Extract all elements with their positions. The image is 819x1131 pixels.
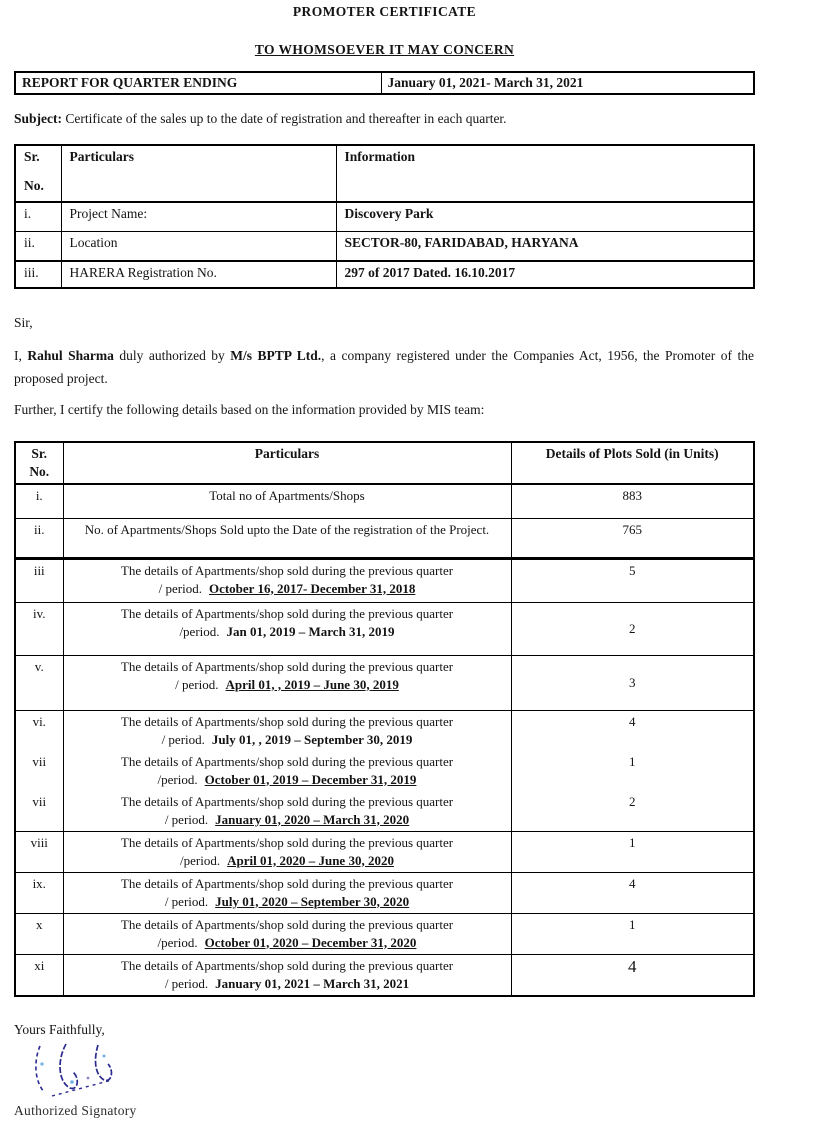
sr-cell: viii — [15, 831, 63, 872]
value-cell: 1 — [511, 913, 754, 954]
information-cell: Discovery Park — [336, 202, 754, 231]
particulars-cell: The details of Apartments/shop sold during the previous quarter /period. October 01, 2019 – December 31, 2019 — [63, 751, 511, 791]
sr-cell: vii — [15, 751, 63, 791]
signatory-label: Authorized Signatory — [14, 1102, 137, 1118]
value-cell: 883 — [511, 484, 754, 518]
particulars-cell: The details of Apartments/shop sold during the previous quarter /period. Jan 01, 2019 – March 31, 2019 — [63, 602, 511, 655]
period-range: October 16, 2017- December 31, 2018 — [208, 580, 416, 596]
table-row — [15, 872, 754, 913]
table-row — [15, 202, 754, 231]
table-row — [15, 261, 754, 288]
information-cell: SECTOR-80, FARIDABAD, HARYANA — [336, 231, 754, 261]
value-cell: 5 — [511, 558, 754, 602]
particulars-header: Particulars — [61, 145, 336, 202]
sales-table — [14, 441, 755, 997]
particulars-cell: The details of Apartments/shop sold during the previous quarter / period. January 01, 2020 – March 31, 2020 — [63, 791, 511, 832]
period-range: April 01, 2020 – June 30, 2020 — [227, 852, 394, 868]
sr-cell: iv. — [15, 602, 63, 655]
value-cell: 3 — [511, 655, 754, 710]
report-period-value: January 01, 2021- March 31, 2021 — [381, 72, 754, 94]
subject-line — [14, 111, 755, 127]
subtitle-text: TO WHOMSOEVER IT MAY CONCERN — [254, 42, 515, 57]
value-cell: 1 — [511, 831, 754, 872]
salutation: Sir, — [14, 315, 33, 330]
period-range: July 01, 2020 – September 30, 2020 — [215, 893, 410, 909]
sr-cell: x — [15, 913, 63, 954]
table-row — [15, 484, 754, 518]
information-header: Information — [336, 145, 754, 202]
table-row — [15, 831, 754, 872]
value-cell: 4 — [511, 710, 754, 751]
particulars-cell: The details of Apartments/shop sold during the previous quarter /period. October 01, 2020 – December 31, 2020 — [63, 913, 511, 954]
table-row — [15, 710, 754, 751]
sr-cell: vii — [15, 791, 63, 832]
table-row — [15, 602, 754, 655]
particulars-cell: HARERA Registration No. — [61, 261, 336, 288]
period-range: October 01, 2019 – December 31, 2019 — [204, 771, 417, 787]
value-cell: 2 — [511, 791, 754, 832]
table-row — [15, 791, 754, 832]
closing-line: Yours Faithfully, — [14, 1021, 105, 1037]
certify-paragraph: Further, I certify the following details based on the information provided by MIS team: — [14, 402, 485, 417]
table-row — [15, 913, 754, 954]
signature-scribble — [28, 1040, 138, 1102]
table-header-row — [15, 145, 754, 202]
sr-cell: iii — [15, 558, 63, 602]
promoter-name: Rahul Sharma — [27, 348, 114, 363]
particulars-cell: The details of Apartments/shop sold during the previous quarter / period. January 01, 2021 – March 31, 2021 — [63, 954, 511, 996]
report-period-table — [14, 71, 755, 95]
period-range: January 01, 2021 – March 31, 2021 — [215, 975, 410, 991]
value-cell: 2 — [511, 602, 754, 655]
period-range: October 01, 2020 – December 31, 2020 — [204, 934, 417, 950]
table-row — [15, 558, 754, 602]
period-range: April 01, , 2019 – June 30, 2019 — [225, 676, 399, 692]
particulars-cell: Location — [61, 231, 336, 261]
page-subtitle — [14, 42, 755, 58]
page-title: PROMOTER CERTIFICATE — [292, 4, 477, 19]
table-header-row — [15, 442, 754, 484]
sr-cell: ii. — [15, 231, 61, 261]
sr-cell: vi. — [15, 710, 63, 751]
signature-block — [28, 1040, 755, 1102]
sr-no-header: Sr. No. — [15, 145, 61, 202]
sr-no-header: Sr. No. — [15, 442, 63, 484]
value-cell: 4 — [511, 872, 754, 913]
particulars-cell: No. of Apartments/Shops Sold upto the Date of the registration of the Project. — [63, 518, 511, 558]
table-row — [15, 954, 754, 996]
period-range: Jan 01, 2019 – March 31, 2019 — [226, 623, 395, 639]
sr-cell: ix. — [15, 872, 63, 913]
details-header: Details of Plots Sold (in Units) — [511, 442, 754, 484]
particulars-cell: The details of Apartments/shop sold during the previous quarter /period. April 01, 2020 – June 30, 2020 — [63, 831, 511, 872]
project-info-table — [14, 144, 755, 289]
value-cell: 4 — [511, 954, 754, 996]
table-row — [15, 518, 754, 558]
table-row — [15, 231, 754, 261]
particulars-cell: The details of Apartments/shop sold during the previous quarter / period. October 16, 2017- December 31, 2018 — [63, 558, 511, 602]
company-name: M/s BPTP Ltd. — [230, 348, 322, 363]
sr-cell: i. — [15, 202, 61, 231]
sr-cell: i. — [15, 484, 63, 518]
particulars-header: Particulars — [63, 442, 511, 484]
particulars-cell: Total no of Apartments/Shops — [63, 484, 511, 518]
value-cell: 765 — [511, 518, 754, 558]
particulars-cell: Project Name: — [61, 202, 336, 231]
particulars-cell: The details of Apartments/shop sold during the previous quarter / period. April 01, , 2019 – June 30, 2019 — [63, 655, 511, 710]
sr-cell: iii. — [15, 261, 61, 288]
table-row — [15, 72, 754, 94]
period-range: January 01, 2020 – March 31, 2020 — [215, 811, 410, 827]
declaration-paragraph: I, Rahul Sharma duly authorized by M/s BPTP Ltd., a company registered under the Companies Act, 1956, the Promoter of the proposed project. — [14, 348, 754, 386]
sr-cell: v. — [15, 655, 63, 710]
particulars-cell: The details of Apartments/shop sold during the previous quarter / period. July 01, , 2019 – September 30, 2019 — [63, 710, 511, 751]
table-row — [15, 751, 754, 791]
sr-cell: ii. — [15, 518, 63, 558]
table-row — [15, 655, 754, 710]
value-cell: 1 — [511, 751, 754, 791]
subject-text: Certificate of the sales up to the date of registration and thereafter in each quarter. — [62, 111, 507, 126]
subject-label: Subject: — [14, 111, 62, 126]
period-range: July 01, , 2019 – September 30, 2019 — [211, 731, 413, 747]
sr-cell: xi — [15, 954, 63, 996]
information-cell: 297 of 2017 Dated. 16.10.2017 — [336, 261, 754, 288]
report-period-label: REPORT FOR QUARTER ENDING — [15, 72, 381, 94]
particulars-cell: The details of Apartments/shop sold during the previous quarter / period. July 01, 2020 – September 30, 2020 — [63, 872, 511, 913]
